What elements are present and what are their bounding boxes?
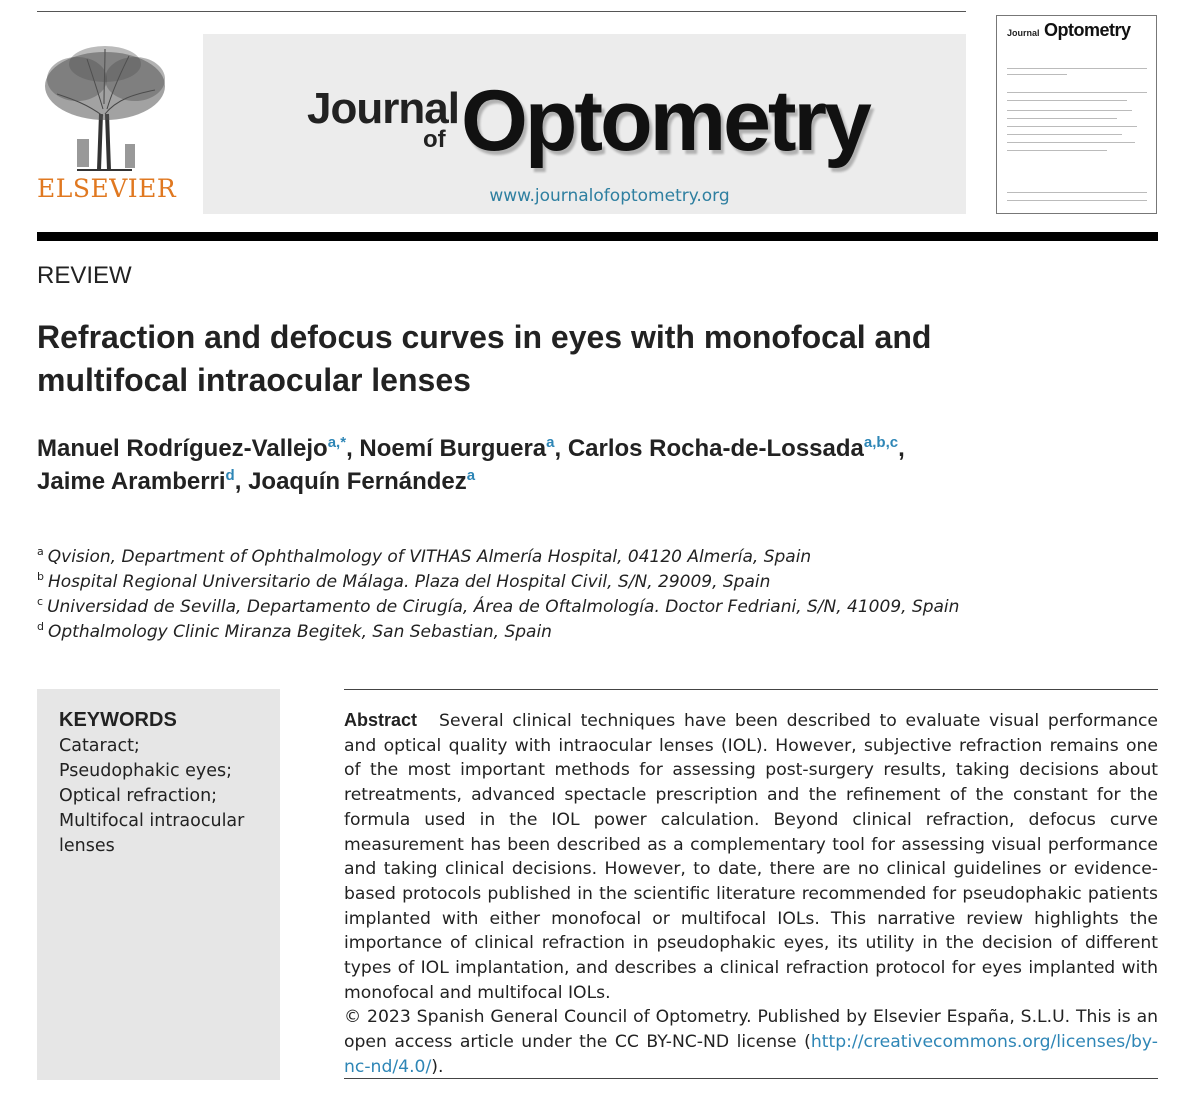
cover-divider bbox=[1007, 118, 1117, 119]
author-name: Manuel Rodríguez-Vallejo bbox=[37, 435, 328, 462]
copyright-text: © 2023 Spanish General Council of Optometry. Published by Elsevier España, S.L.U. This is an open access article under the CC BY-NC-ND license ( bbox=[344, 1007, 1158, 1053]
affiliation-text: Hospital Regional Universitario de Málaga. Plaza del Hospital Civil, S/N, 29009, Spain bbox=[47, 572, 771, 592]
author-affiliation-link[interactable]: d bbox=[225, 467, 235, 484]
cover-divider bbox=[1007, 126, 1137, 127]
journal-name-of: of bbox=[423, 126, 446, 153]
keyword-item: Multifocal intraocular lenses bbox=[59, 811, 245, 856]
license-link[interactable]: http://creativecommons.org/licenses/by-nc-nd/4.0/ bbox=[344, 1032, 1158, 1077]
author-name: Carlos Rocha-de-Lossada bbox=[567, 435, 864, 462]
author-separator: , bbox=[554, 435, 568, 462]
cover-divider bbox=[1007, 110, 1132, 111]
keywords-heading: KEYWORDS bbox=[59, 709, 177, 731]
author-separator: , bbox=[898, 435, 905, 462]
author-name: Noemí Burguera bbox=[359, 435, 547, 462]
author-separator: , bbox=[234, 468, 249, 495]
article-type: REVIEW bbox=[37, 262, 132, 289]
author-list bbox=[37, 432, 1137, 498]
heavy-rule bbox=[37, 232, 1158, 241]
cover-journal: Journal bbox=[1007, 28, 1040, 38]
keywords-box bbox=[37, 689, 280, 1080]
affiliation-item bbox=[37, 595, 1137, 620]
cover-divider bbox=[1007, 200, 1147, 201]
cover-optometry: Optometry bbox=[1043, 20, 1131, 40]
journal-name-optometry: Optometry bbox=[461, 73, 869, 169]
elsevier-tree-icon bbox=[37, 44, 172, 172]
affiliation-item bbox=[37, 545, 1137, 570]
author-name: Joaquín Fernández bbox=[248, 468, 467, 495]
cover-divider bbox=[1007, 150, 1107, 151]
affiliation-key: c bbox=[37, 595, 44, 608]
elsevier-logo bbox=[37, 44, 177, 204]
journal-cover-thumbnail bbox=[996, 15, 1157, 214]
cover-divider bbox=[1007, 134, 1122, 135]
cover-divider bbox=[1007, 68, 1147, 69]
abstract-bottom-rule bbox=[344, 1078, 1158, 1079]
author-affiliation-link[interactable]: a,* bbox=[327, 434, 347, 451]
author-separator: , bbox=[346, 435, 360, 462]
top-rule bbox=[37, 11, 966, 12]
affiliation-key: a bbox=[37, 545, 44, 558]
affiliation-key: b bbox=[37, 570, 44, 583]
cover-title bbox=[1007, 20, 1130, 41]
elsevier-wordmark: ELSEVIER bbox=[37, 174, 177, 203]
journal-url-link[interactable]: www.journalofoptometry.org bbox=[489, 186, 730, 206]
abstract-label: Abstract bbox=[344, 710, 418, 730]
cover-divider bbox=[1007, 92, 1147, 93]
cover-divider bbox=[1007, 74, 1067, 75]
copyright-close: ). bbox=[431, 1056, 444, 1077]
affiliation-item bbox=[37, 620, 1137, 645]
affiliation-item bbox=[37, 570, 1137, 595]
keyword-item: Optical refraction; bbox=[59, 786, 218, 806]
abstract-top-rule bbox=[344, 689, 1158, 690]
author-affiliation-link[interactable]: a,b,c bbox=[863, 434, 899, 451]
author-name: Jaime Aramberri bbox=[37, 468, 226, 495]
cover-divider bbox=[1007, 192, 1147, 193]
affiliation-text: Qvision, Department of Ophthalmology of VITHAS Almería Hospital, 04120 Almería, Spain bbox=[47, 547, 812, 567]
keyword-item: Cataract; bbox=[59, 736, 140, 756]
article-title: Refraction and defocus curves in eyes with monofocal and multifocal intraocular lenses bbox=[37, 319, 932, 398]
journal-name-journal: Journal bbox=[307, 84, 459, 133]
keyword-item: Pseudophakic eyes; bbox=[59, 761, 233, 781]
journal-banner bbox=[203, 34, 966, 214]
author-affiliation-link[interactable]: a bbox=[546, 434, 555, 451]
author-affiliation-link[interactable]: a bbox=[466, 467, 476, 484]
abstract bbox=[344, 708, 1158, 1080]
cover-divider bbox=[1007, 142, 1135, 143]
affiliation-key: d bbox=[37, 620, 44, 633]
affiliation-text: Universidad de Sevilla, Departamento de Cirugía, Área de Oftalmología. Doctor Fedriani, S/N, 41009, Spain bbox=[47, 597, 960, 617]
abstract-text: Several clinical techniques have been described to evaluate visual performance and optical quality with intraocular lenses (IOL). However, subjective refraction remains one of the most important methods for assessing post-surgery results, taking decisions about retreatments, advanced spectacle prescription and the refinement of the constant for the formula used in the IOL power calculation. Beyond clinical refraction, defocus curve measurement has been described as a complementary tool for assessing visual performance and taking clinical decisions. However, to date, there are no clinical guidelines or evidence-based protocols published in the scientific literature recommended for pseudophakic patients implanted with either monofocal or multifocal IOLs. This narrative review highlights the importance of clinical refraction in pseudophakic eyes, its utility in the decision of different types of IOL implantation, and describes a clinical refraction protocol for eyes implanted with monofocal and multifocal IOLs. bbox=[344, 711, 1158, 1003]
cover-divider bbox=[1007, 100, 1127, 101]
affiliation-list bbox=[37, 545, 1137, 645]
affiliation-text: Opthalmology Clinic Miranza Begitek, San Sebastian, Spain bbox=[47, 622, 552, 642]
